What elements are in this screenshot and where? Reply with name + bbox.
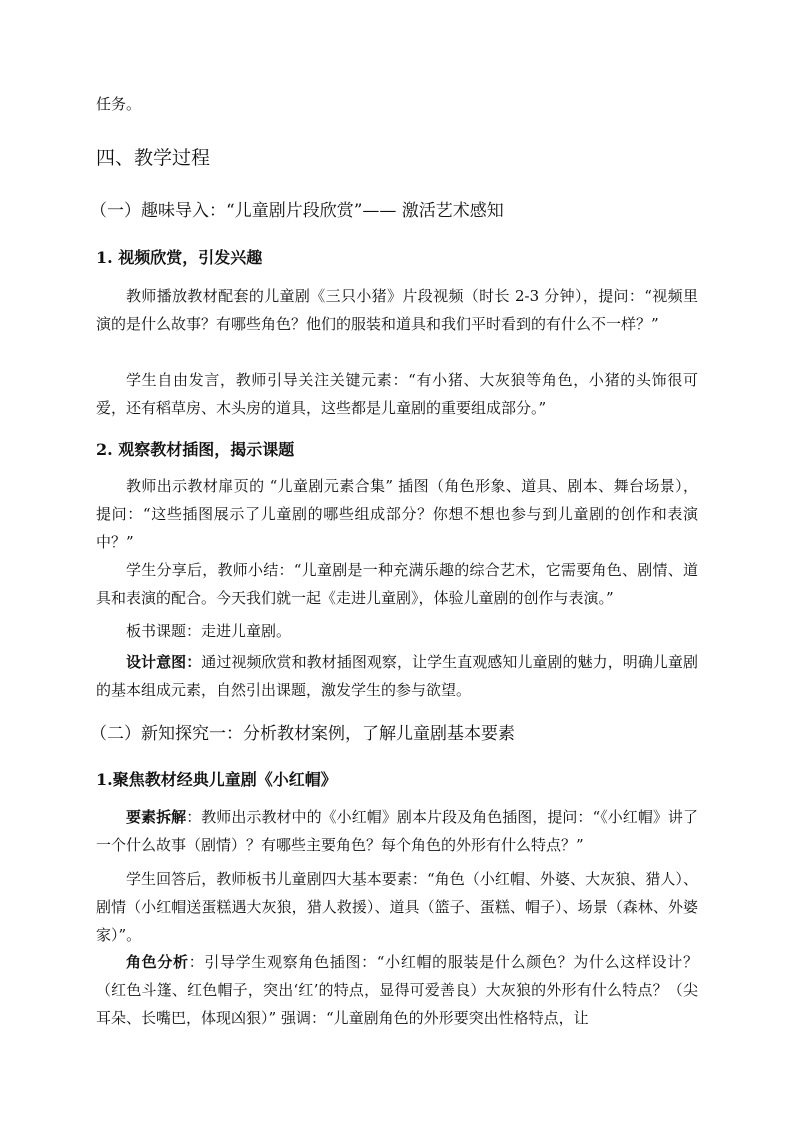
- element-breakdown-text: ：教师出示教材中的《小红帽》剧本片段及角色插图，提问：“《小红帽》讲了一个什么故事（剧情）？有哪些主要角色？每个角色的外形有什么特点？”: [96, 808, 698, 854]
- element-breakdown: [96, 803, 698, 859]
- step2-title: 2. 观察教材插图，揭示课题: [96, 440, 295, 459]
- character-analysis-text: ：引导学生观察角色插图：“小红帽的服装是什么颜色？为什么这样设计？（红色斗篷、红色帽子，突出‘红’的特点，显得可爱善良）大灰狼的外形有什么特点？（尖耳朵、长嘴巴，体现凶狠）” 强调：“儿童剧角色的外形要突出性格特点，让: [96, 953, 698, 1027]
- section-title: 四、教学过程: [96, 147, 211, 169]
- element-breakdown-label: 要素拆解: [126, 808, 187, 826]
- character-analysis: [96, 948, 698, 1032]
- design-intent-text: 通过视频欣赏和教材插图观察，让学生直观感知儿童剧的魅力，明确儿童剧的基本组成元素，自然引出课题，激发学生的参与欲望。: [96, 653, 698, 699]
- character-analysis-label: 角色分析: [126, 953, 189, 971]
- step2-para3: 板书课题：走进儿童剧。: [126, 622, 292, 640]
- design-intent: [96, 648, 698, 704]
- step2-para2: 学生分享后，教师小结：“儿童剧是一种充满乐趣的综合艺术，它需要角色、剧情、道具和表演的配合。今天我们就一起《走进儿童剧》，体验儿童剧的创作与表演。”: [96, 561, 698, 607]
- design-intent-label: 设计意图：: [126, 653, 202, 671]
- top-fragment: 任务。: [96, 95, 142, 113]
- part1-title: （一）趣味导入：“儿童剧片段欣赏”—— 激活艺术感知: [90, 201, 504, 221]
- part2-title: （二）新知探究一：分析教材案例，了解儿童剧基本要素: [90, 724, 515, 744]
- step1-para2: 学生自由发言，教师引导关注关键元素：“有小猪、大灰狼等角色，小猪的头饰很可爱，还有稻草房、木头房的道具，这些都是儿童剧的重要组成部分。”: [96, 371, 698, 417]
- four-elements-para: 学生回答后，教师板书儿童剧四大基本要素：“角色（小红帽、外婆、大灰狼、猎人）、剧情（小红帽送蛋糕遇大灰狼，猎人救援）、道具（篮子、蛋糕、帽子）、场景（森林、外婆家）”。: [96, 870, 698, 944]
- step1-title: 1. 视频欣赏，引发兴趣: [96, 248, 263, 267]
- part2-step1-title: 1.聚焦教材经典儿童剧《小红帽》: [96, 770, 337, 789]
- step1-para1: 教师播放教材配套的儿童剧《三只小猪》片段视频（时长 2-3 分钟），提问：“视频里演的是什么故事？有哪些角色？他们的服装和道具和我们平时看到的有什么不一样？”: [96, 287, 698, 333]
- step2-para1: 教师出示教材扉页的 “儿童剧元素合集” 插图（角色形象、道具、剧本、舞台场景），提问：“这些插图展示了儿童剧的哪些组成部分？你想不想也参与到儿童剧的创作和表演中？”: [96, 477, 698, 551]
